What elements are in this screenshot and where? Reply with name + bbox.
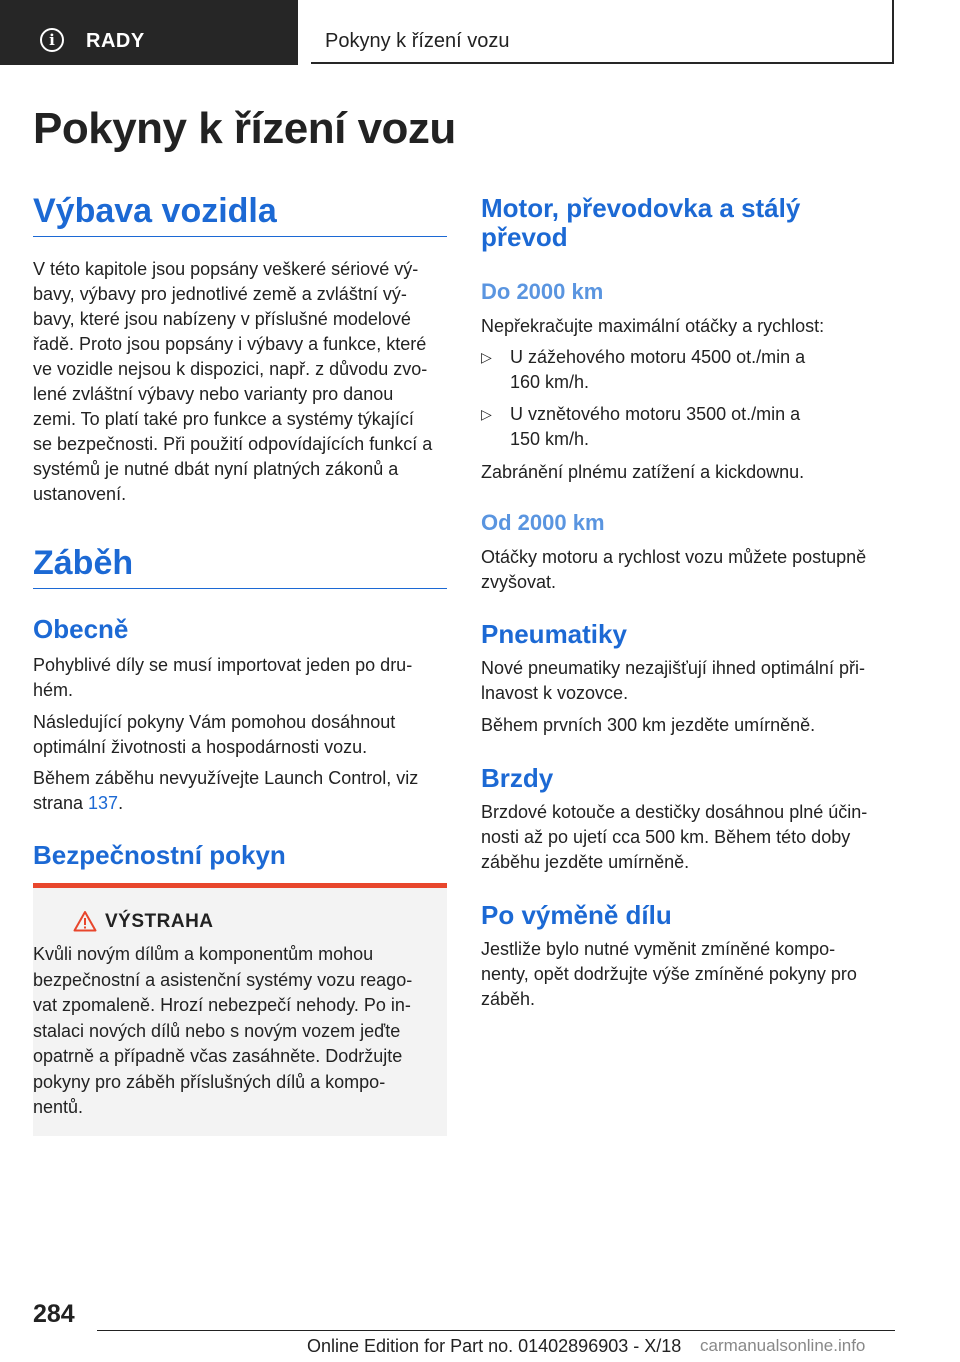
header-section-tab[interactable] [0, 0, 298, 65]
warning-triangle-icon [73, 910, 97, 932]
heading-to-2000: Do 2000 km [481, 279, 604, 304]
heading-equipment: Výbava vozidla [33, 192, 277, 230]
heading-break-in: Záběh [33, 544, 134, 582]
warning-text: Kvůli novým dílům a komponentům mohou bezpečnostní a asistenční systémy vozu reago‐ vat zpomaleně. Hrozí nebezpečí nehody. Po in‐ stalaci nových dílů nebo s novým vozem jeďte opatrně a případně včas zasáhněte. Dodržujte pokyny pro záběh příslušných dílů a kompo‐ nentů. [33, 944, 413, 1117]
brakes-paragraph: Brzdové kotouče a destičky dosáhnou plné účin‐ nosti až po ujetí cca 500 km. Během této doby záběhu jezděte umírněně. [481, 802, 868, 872]
heading-rule [33, 236, 447, 237]
heading-safety: Bezpečnostní pokyn [33, 840, 286, 870]
warning-bar [33, 883, 447, 888]
page-title: Pokyny k řízení vozu [33, 104, 456, 153]
triangle-bullet-icon: ▷ [481, 349, 492, 365]
heading-engine: Motor, převodovka a stálý převod [481, 193, 801, 252]
heading-general: Obecně [33, 614, 129, 644]
tyres-paragraph-2: Během prvních 300 km jezděte umírněně. [481, 715, 816, 735]
general-paragraph-1: Pohyblivé díly se musí importovat jeden po dru‐ hém. [33, 655, 413, 700]
from-2000-paragraph: Otáčky motoru a rychlost vozu můžete postupně zvyšovat. [481, 547, 867, 592]
heading-rule [33, 588, 447, 589]
general-paragraph-2: Následující pokyny Vám pomohou dosáhnout optimální životnosti a hospodárnosti vozu. [33, 712, 396, 757]
page-reference-link[interactable]: 137 [88, 793, 119, 813]
page-number: 284 [33, 1300, 75, 1328]
heading-tyres: Pneumatiky [481, 619, 627, 649]
header-section-label: RADY [86, 30, 145, 52]
heading-from-2000: Od 2000 km [481, 510, 605, 535]
warning-title: VÝSTRAHA [105, 911, 214, 932]
heading-brakes: Brzdy [481, 763, 554, 793]
warning-box [33, 883, 447, 1136]
footer-edition: Online Edition for Part no. 01402896903 - X/18 [307, 1336, 682, 1356]
to-2000-outro: Zabránění plnému zatížení a kickdownu. [481, 462, 805, 482]
equipment-paragraph: V této kapitole jsou popsány veškeré sériové vý‐ bavy, výbavy pro jednotlivé země a zvláštní vý‐ bavy, které jsou nabízeny v příslušné modelové řadě. Proto jsou popsány i výbavy a funkce, které ve vozidle nejsou k dispozici, např. z důvodu zvo‐ lené zvláštní výbavy nebo varianty pro danou zemi. To platí také pro funkce a systémy týkající se bezpečnosti. Při použití odpovídajících funkcí a systémů je nutné dbát nyní platných zákonů a ustanovení. [33, 259, 433, 504]
header-chapter-title: Pokyny k řízení vozu [325, 30, 510, 52]
general-paragraph-3: Během záběhu nevyužívejte Launch Control, viz strana 137. [33, 768, 419, 813]
header-chapter-tab[interactable] [311, 0, 894, 64]
to-2000-intro: Nepřekračujte maximální otáčky a rychlost: [481, 316, 825, 336]
info-icon: i [40, 28, 64, 52]
parts-paragraph: Jestliže bylo nutné vyměnit zmíněné kompo‐ nenty, opět dodržujte výše zmíněné pokyny pro záběh. [481, 939, 857, 1009]
tyres-paragraph-1: Nové pneumatiky nezajišťují ihned optimální při‐ lnavost k vozovce. [481, 658, 865, 703]
heading-parts: Po výměně dílu [481, 900, 672, 930]
triangle-bullet-icon: ▷ [481, 406, 492, 422]
footer-rule [97, 1330, 895, 1331]
footer-watermark: carmanualsonline.info [700, 1336, 866, 1355]
